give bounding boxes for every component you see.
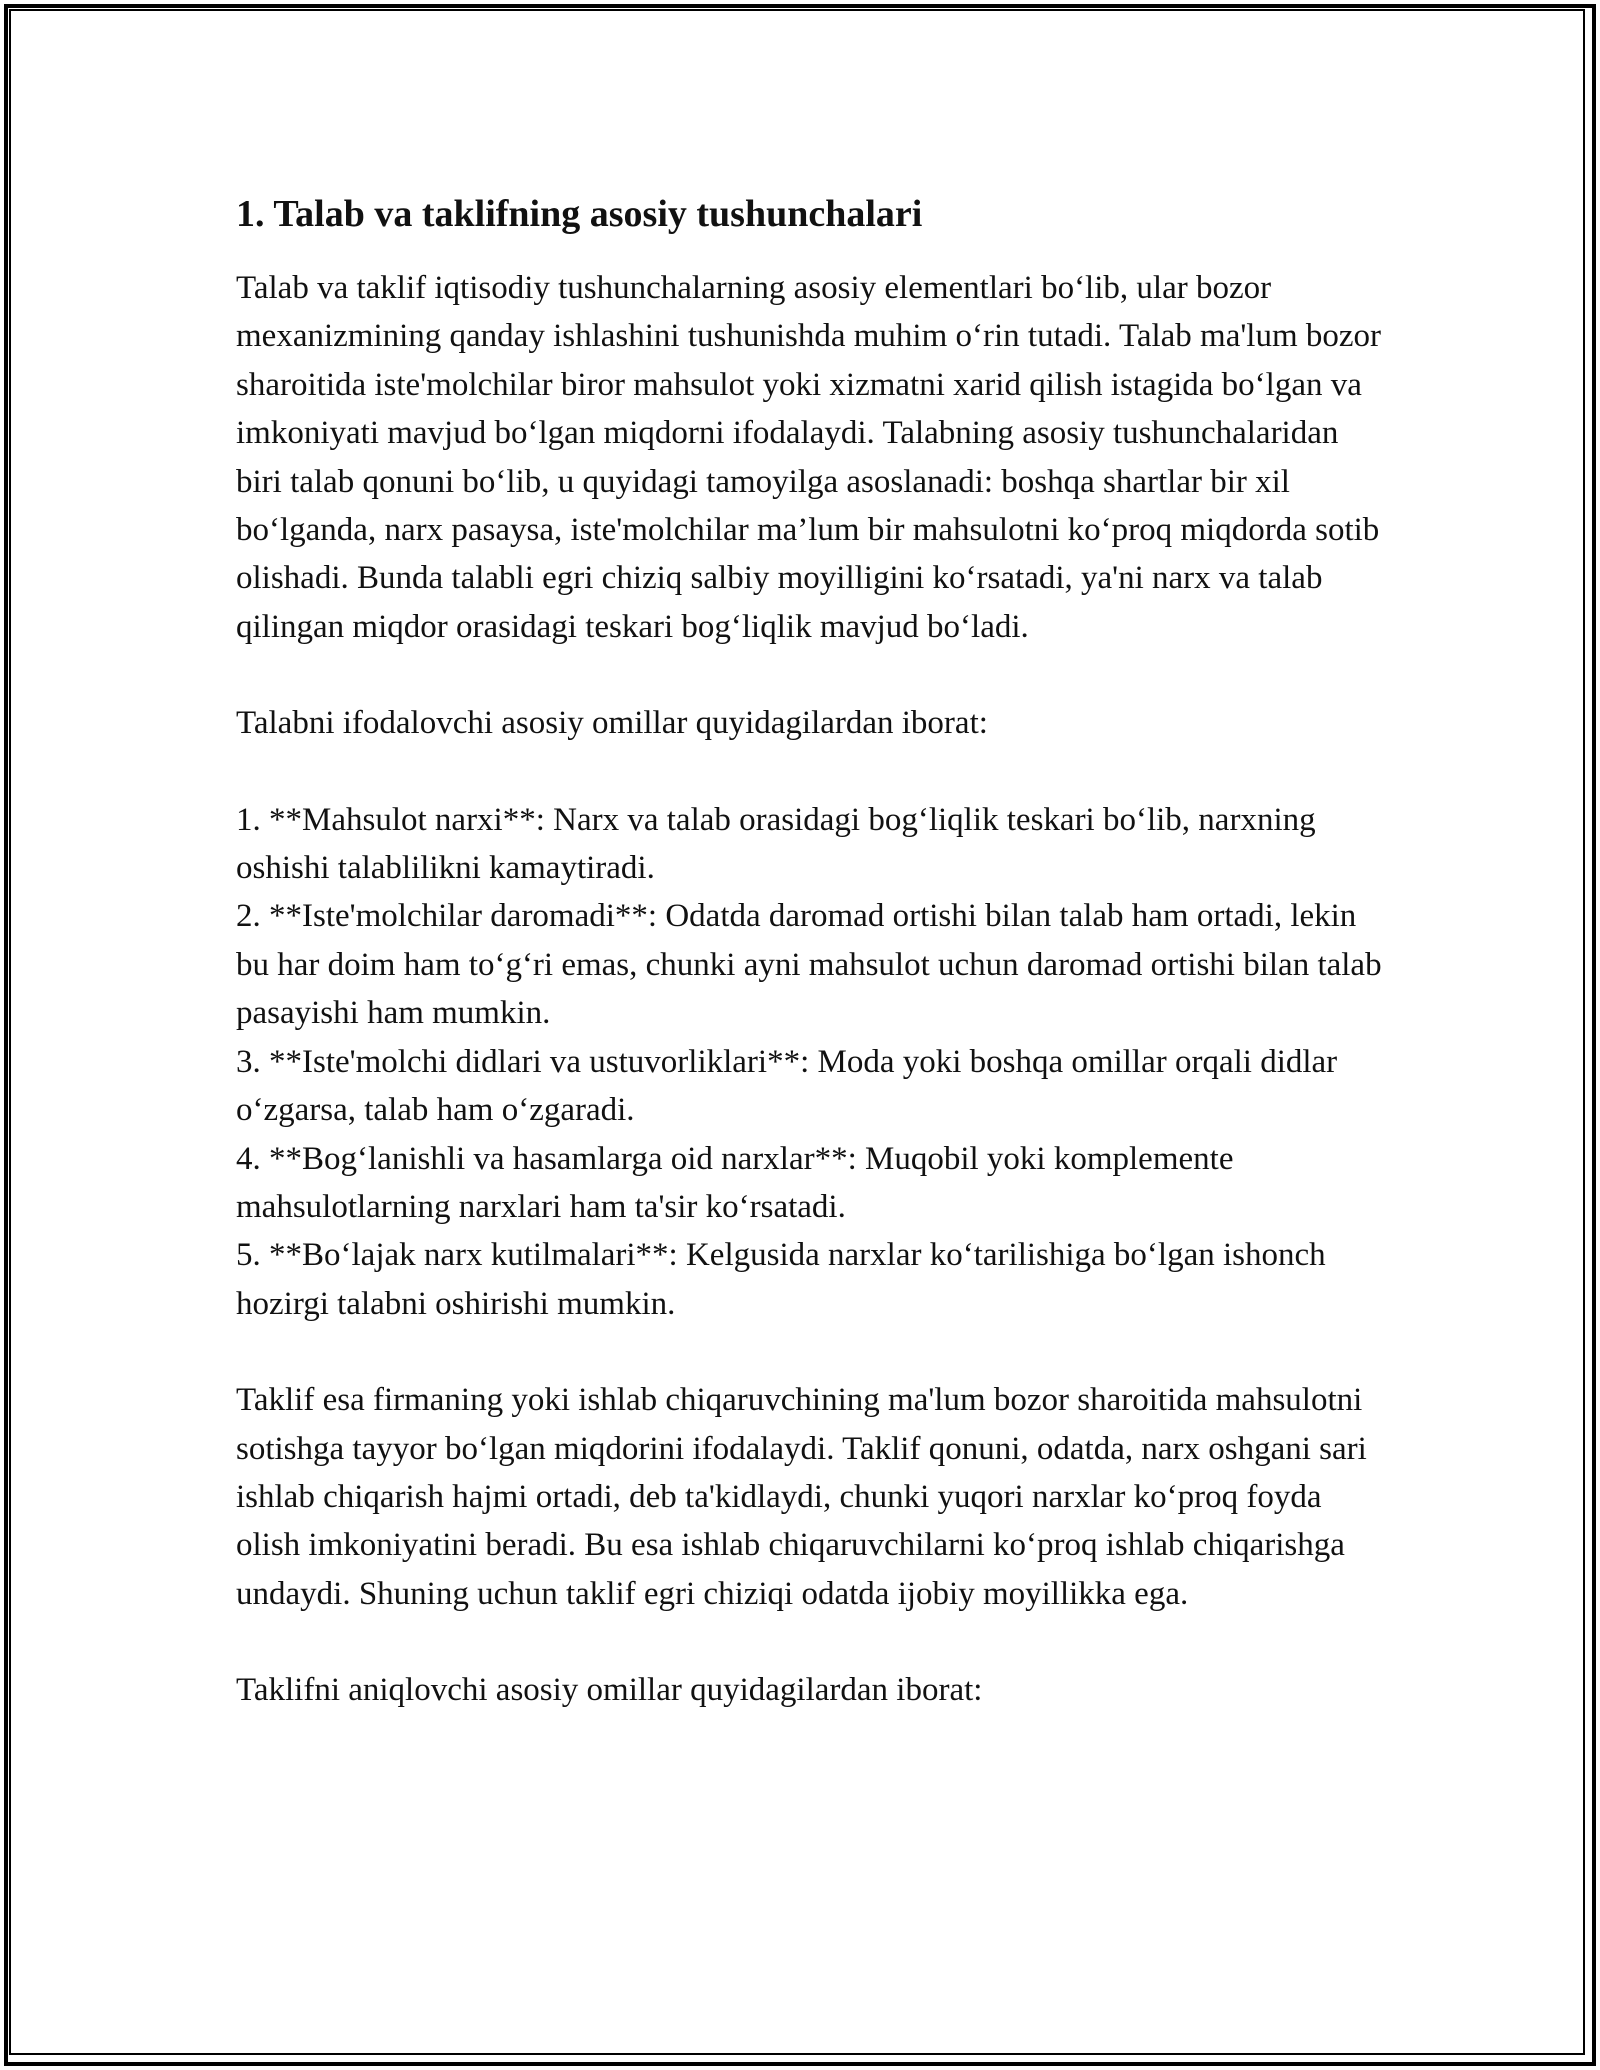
list-item: 5. **Bo‘lajak narx kutilmalari**: Kelgusida narxlar ko‘tarilishiga bo‘lgan ishonch hozirgi talabni oshirishi mumkin. [236, 1237, 1326, 1322]
list-item: 2. **Iste'molchilar daromadi**: Odatda daromad ortishi bilan talab ham ortadi, lekin bu har doim ham to‘g‘ri emas, chunki ayni mahsulot uchun daromad ortishi bilan talab pasayishi ham mumkin. [236, 898, 1382, 1032]
list-item: 3. **Iste'molchi didlari va ustuvorliklari**: Moda yoki boshqa omillar orqali didlar o‘zgarsa, talab ham o‘zgaradi. [236, 1043, 1338, 1129]
section-heading: 1. Talab va taklifning asosiy tushunchalari [236, 193, 923, 235]
list-item: 1. **Mahsulot narxi**: Narx va talab orasidagi bog‘liqlik teskari bo‘lib, narxning oshishi talablilikni kamaytiradi. [236, 801, 1316, 887]
demand-factors-intro: Talabni ifodalovchi asosiy omillar quyidagilardan iborat: [236, 705, 988, 742]
list-item: 4. **Bog‘lanishli va hasamlarga oid narxlar**: Muqobil yoki komplemente mahsulotlarning narxlari ham ta'sir ko‘rsatadi. [236, 1140, 1234, 1225]
supply-paragraph: Taklif esa firmaning yoki ishlab chiqaruvchining ma'lum bozor sharoitida mahsulotni sotishga tayyor bo‘lgan miqdorini ifodalaydi. Taklif qonuni, odatda, narx oshgani sari ishlab chiqarish hajmi ortadi, deb ta'kidlaydi, chunki yuqori narxlar ko‘proq foyda olish imkoniyatini beradi. Bu esa ishlab chiqaruvchilarni ko‘proq ishlab chiqarishga undaydi. Shuning uchun taklif egri chiziqi odatda ijobiy moyillikka ega. [236, 1382, 1367, 1612]
demand-factors-list [236, 796, 1386, 1328]
supply-factors-intro: Taklifni aniqlovchi asosiy omillar quyidagilardan iborat: [236, 1672, 983, 1709]
document-body [236, 186, 1386, 1715]
intro-paragraph: Talab va taklif iqtisodiy tushunchalarning asosiy elementlari bo‘lib, ular bozor mexanizmining qanday ishlashini tushunishda muhim o‘rin tutadi. Talab ma'lum bozor sharoitida iste'molchilar biror mahsulot yoki xizmatni xarid qilish istagida bo‘lgan va imkoniyati mavjud bo‘lgan miqdorni ifodalaydi. Talabning asosiy tushunchalaridan biri talab qonuni bo‘lib, u quyidagi tamoyilga asoslanadi: boshqa shartlar bir xil bo‘lganda, narx pasaysa, iste'molchilar ma’lum bir mahsulotni ko‘proq miqdorda sotib olishadi. Bunda talabli egri chiziq salbiy moyilligini ko‘rsatadi, ya'ni narx va talab qilingan miqdor orasidagi teskari bog‘liqlik mavjud bo‘ladi. [236, 270, 1382, 645]
